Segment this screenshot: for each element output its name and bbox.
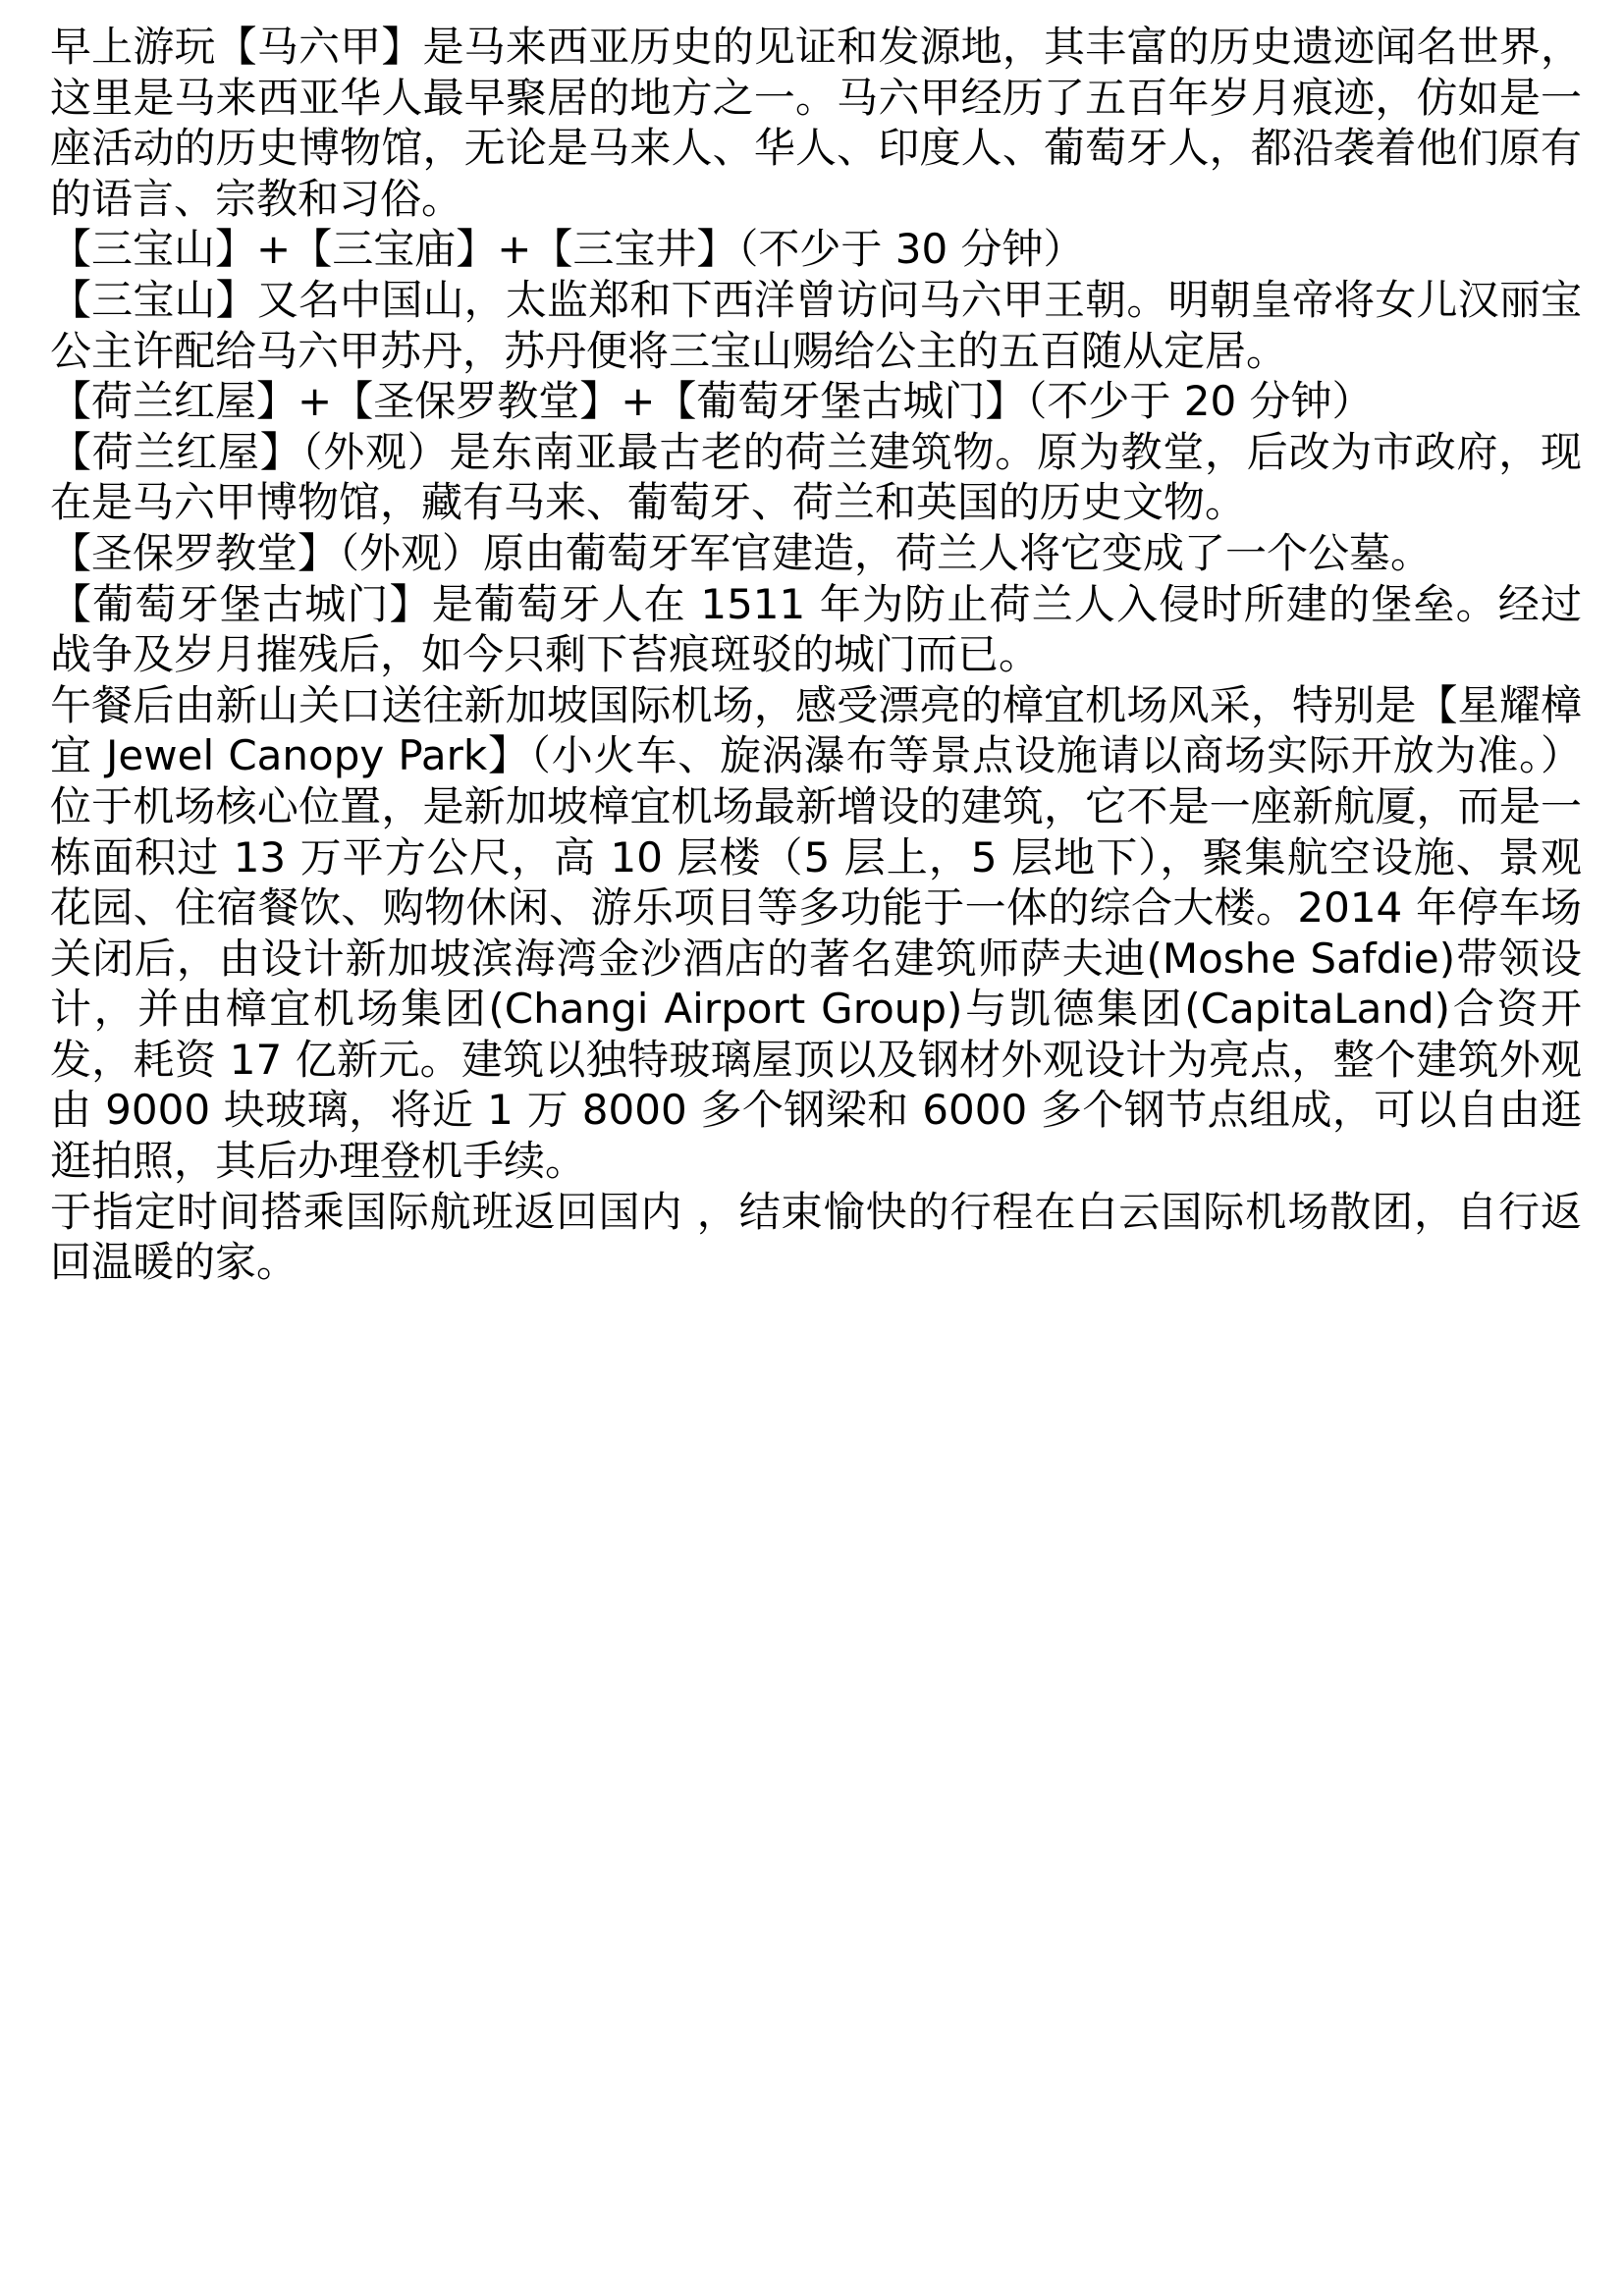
porta-de-santiago-paragraph: 【葡萄牙堡古城门】是葡萄牙人在 1511 年为防止荷兰人入侵时所建的堡垒。经过战争及岁月摧残后，如今只剩下苔痕斑驳的城门而已。: [50, 579, 1582, 679]
dutch-sites-heading: 【荷兰红屋】+【圣保罗教堂】+【葡萄牙堡古城门】（不少于 20 分钟）: [50, 377, 1374, 426]
return-flight-paragraph: 于指定时间搭乘国际航班返回国内 ，结束愉快的行程在白云国际机场散团，自行返回温暖的家。: [50, 1187, 1582, 1287]
red-house-paragraph: 【荷兰红屋】（外观）是东南亚最古老的荷兰建筑物。原为教堂，后改为市政府，现在是马六甲博物馆，藏有马来、葡萄牙、荷兰和英国的历史文物。: [50, 427, 1582, 527]
jewel-changi-paragraph: 午餐后由新山关口送往新加坡国际机场，感受漂亮的樟宜机场风采，特别是【星耀樟宜 Jewel Canopy Park】（小火车、旋涡瀑布等景点设施请以商场实际开放为准。）位于机场核心位置，是新加坡樟宜机场最新增设的建筑，它不是一座新航厦，而是一栋面积过 13 万平方公尺，高 10 层楼（5 层上，5 层地下），聚集航空设施、景观花园、住宿餐饮、购物休闲、游乐项目等多功能于一体的综合大楼。2014 年停车场关闭后，由设计新加坡滨海湾金沙酒店的著名建筑师萨夫迪(Moshe Safdie)带领设计，并由樟宜机场集团(Changi Airport Group)与凯德集团(CapitaLand)合资开发，耗资 17 亿新元。建筑以独特玻璃屋顶以及钢材外观设计为亮点，整个建筑外观由 9000 块玻璃，将近 1 万 8000 多个钢梁和 6000 多个钢节点组成，可以自由逛逛拍照，其后办理登机手续。: [50, 680, 1582, 1186]
malacca-intro-paragraph: 早上游玩【马六甲】是马来西亚历史的见证和发源地，其丰富的历史遗迹闻名世界，这里是马来西亚华人最早聚居的地方之一。马六甲经历了五百年岁月痕迹，仿如是一座活动的历史博物馆，无论是马来人、华人、印度人、葡萄牙人，都沿袭着他们原有的语言、宗教和习俗。: [50, 23, 1582, 223]
sanbao-sites-heading: 【三宝山】+【三宝庙】+【三宝井】（不少于 30 分钟）: [50, 225, 1085, 274]
st-paul-church-paragraph: 【圣保罗教堂】（外观）原由葡萄牙军官建造，荷兰人将它变成了一个公墓。: [50, 528, 1433, 577]
itinerary-text-block: [50, 22, 1582, 1288]
sanbao-hill-paragraph: 【三宝山】又名中国山，太监郑和下西洋曾访问马六甲王朝。明朝皇帝将女儿汉丽宝公主许配给马六甲苏丹，苏丹便将三宝山赐给公主的五百随从定居。: [50, 275, 1582, 375]
